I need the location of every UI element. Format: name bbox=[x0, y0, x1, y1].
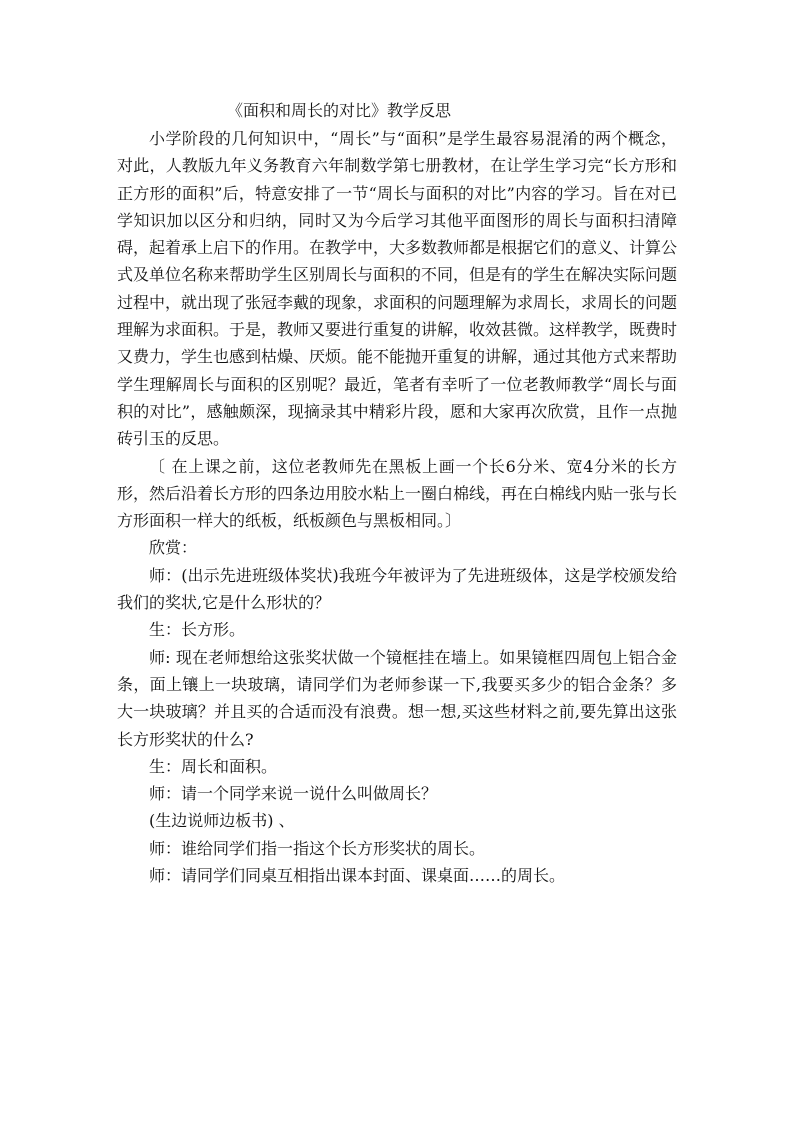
paragraph-appreciation-heading: 欣赏： bbox=[149, 538, 198, 558]
document-title: 《面积和周长的对比》教学反思 bbox=[227, 101, 452, 120]
paragraph-teacher-certificate: 师：(出示先进班级体奖状)我班今年被评为了先进班级体，这是学校颁发给我们的奖状,它是什么形状的？ bbox=[117, 565, 677, 613]
paragraph-intro: 小学阶段的几何知识中，“周长”与“面积”是学生最容易混淆的两个概念，对此，人教版九年义务教育六年制数学第七册教材，在让学生学习完“长方形和正方形的面积”后，特意安排了一节“周长与面积的对比”内容的学习。旨在对已学知识加以区分和归纳，同时又为今后学习其他平面图形的周长与面积扫清障碍，起着承上启下的作用。在教学中，大多数教师都是根据它们的意义、计算公式及单位名称来帮助学生区别周长与面积的不同，但是有的学生在解决实际问题过程中，就出现了张冠李戴的现象，求面积的问题理解为求周长，求周长的问题理解为求面积。于是，教师又要进行重复的讲解，收效甚微。这样教学，既费时又费力，学生也感到枯燥、厌烦。能不能抛开重复的讲解，通过其他方式来帮助学生理解周长与面积的区别呢？最近，笔者有幸听了一位老教师教学“周长与面积的对比”，感触颇深，现摘录其中精彩片段，愿和大家再次欣赏，且作一点抛砖引玉的反思。 bbox=[117, 129, 678, 449]
paragraph-board-note: (生边说师边板书) 、 bbox=[149, 811, 295, 831]
document-body bbox=[117, 97, 677, 889]
paragraph-teacher-question: 师：请一个同学来说一说什么叫做周长？ bbox=[149, 784, 438, 804]
paragraph-student-answer: 生：周长和面积。 bbox=[149, 756, 278, 776]
paragraph-teacher-pairs: 师：请同学们同桌互相指出课本封面、课桌面……的周长。 bbox=[149, 866, 566, 886]
paragraph-teacher-frame: 师: 现在老师想给这张奖状做一个镜框挂在墙上。如果镜框四周包上铝合金条，面上镶上一块玻璃，请同学们为老师参谋一下,我要买多少的铝合金条？多大一块玻璃？并且买的合适而没有浪费。想一想,买这些材料之前,要先算出这张长方形奖状的什么? bbox=[117, 647, 677, 749]
paragraph-student-rectangle: 生：长方形。 bbox=[149, 620, 246, 640]
paragraph-setup-note: 〔 在上课之前，这位老教师先在黑板上画一个长6分米、宽4分米的长方形，然后沿着长方形的四条边用胶水粘上一圈白棉线，再在白棉线内贴一张与长方形面积一样大的纸板，纸板颜色与黑板相同。〕 bbox=[117, 456, 678, 531]
paragraph-teacher-point: 师：谁给同学们指一指这个长方形奖状的周长。 bbox=[149, 838, 486, 858]
